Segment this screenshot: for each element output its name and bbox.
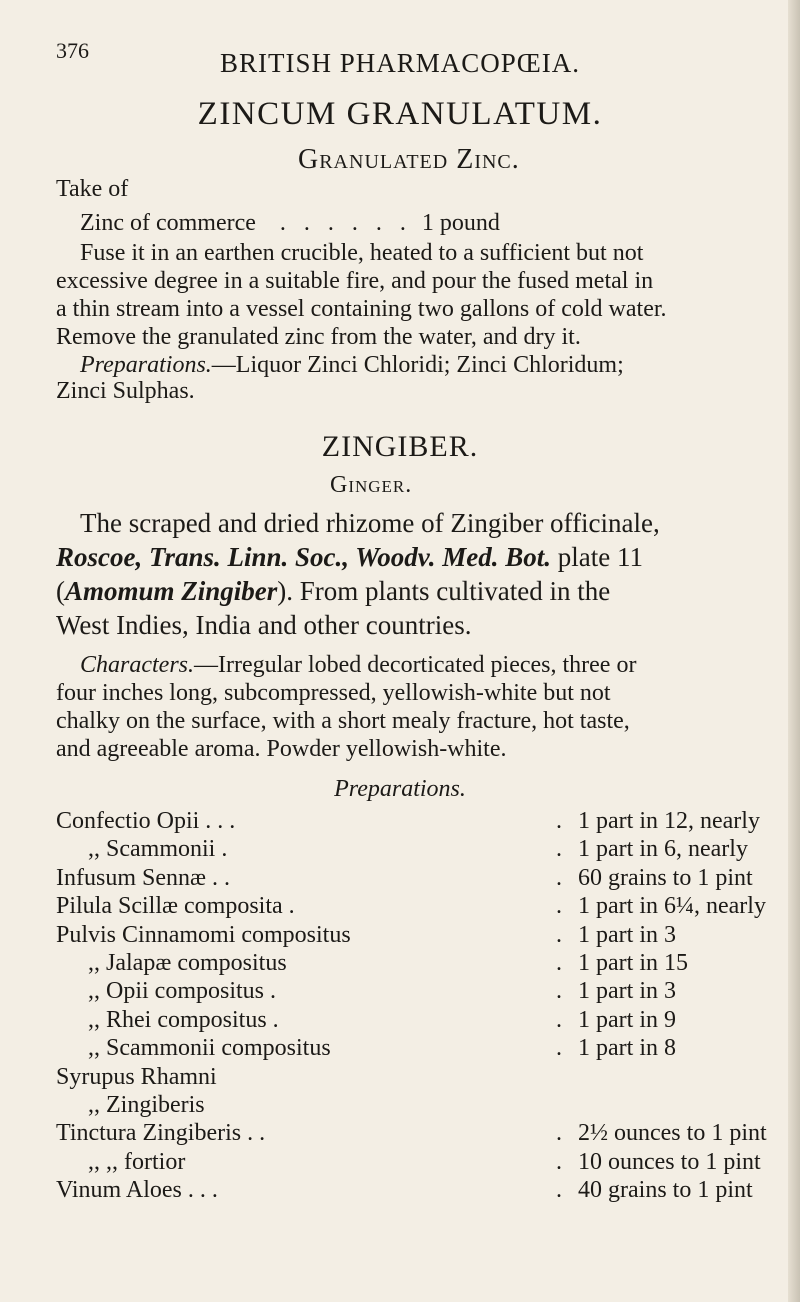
zingiber-title: ZINGIBER. (321, 430, 479, 463)
zingiber-desc-line: West Indies, India and other countries. (56, 610, 472, 640)
preparation-strength: 1 part in 6, nearly (578, 836, 748, 863)
leader-dot: . (556, 1006, 562, 1033)
preparation-strength: 2½ ounces to 1 pint (578, 1120, 767, 1147)
zincum-method-line: a thin stream into a vessel containing two gallons of cold water. (56, 296, 667, 322)
leader-dot: . (556, 864, 562, 891)
zincum-preparations-cont: Zinci Sulphas. (56, 378, 195, 404)
zincum-method-line: Fuse it in an earthen crucible, heated to a sufficient but not (80, 240, 644, 266)
preparation-name: Pilula Scillæ composita . (56, 893, 295, 920)
preparation-strength: 10 ounces to 1 pint (578, 1148, 761, 1175)
zinc-ingredient (80, 210, 500, 237)
preparation-name: Infusum Sennæ . . (56, 864, 230, 891)
preparation-name: ,, ,, fortior (88, 1148, 186, 1175)
leader-dot: . (556, 921, 562, 948)
leader-dot: . (556, 1148, 562, 1175)
preparation-name: ,, Jalapæ compositus (88, 950, 287, 976)
running-head: BRITISH PHARMACOPŒIA. (219, 48, 581, 78)
preparation-name: ,, Opii compositus . (88, 978, 277, 1005)
page-edge-shadow (788, 0, 800, 1302)
characters-line: and agreeable aroma. Powder yellowish-white. (56, 736, 507, 762)
leader-dot: . (556, 1035, 562, 1062)
preparation-strength: 1 part in 6¼, nearly (578, 893, 766, 920)
preparation-name: Tinctura Zingiberis . . (56, 1120, 266, 1147)
preparation-name: Pulvis Cinnamomi compositus (56, 921, 351, 948)
preparation-strength: 1 part in 3 (578, 921, 676, 948)
authority-citation: Roscoe, Trans. Linn. Soc., Woodv. Med. Bot. (56, 542, 552, 572)
zincum-title: ZINCUM GRANULATUM. (197, 96, 603, 132)
leader-dot: . (556, 950, 562, 976)
zingiber-desc-line: The scraped and dried rhizome of Zingiber officinale, (80, 508, 660, 538)
preparations-label: Preparations. (80, 352, 212, 378)
take-of-label: Take of (56, 176, 129, 202)
preparations-text: —Liquor Zinci Chloridi; Zinci Chloridum; (211, 352, 624, 378)
characters-label: Characters. (80, 652, 194, 678)
zingiber-desc-line: (Amomum Zingiber). From plants cultivated in the (56, 576, 611, 606)
preparation-strength: 40 grains to 1 pint (578, 1177, 753, 1204)
preparation-strength: 1 part in 9 (578, 1006, 676, 1033)
leader-dot: . (556, 978, 562, 1005)
preparation-strength: 60 grains to 1 pint (578, 864, 753, 891)
ingredient-leader: . . . . . . (279, 210, 412, 236)
preparation-strength: 1 part in 8 (578, 1035, 676, 1062)
leader-dot: . (556, 893, 562, 920)
preparation-strength: 1 part in 12, nearly (578, 808, 760, 834)
preparation-strength: 1 part in 3 (578, 978, 676, 1005)
preparation-name: Syrupus Rhamni (56, 1063, 217, 1090)
ingredient-amount: 1 pound (421, 210, 500, 236)
characters-line: Characters.—Irregular lobed decorticated pieces, three or (80, 652, 637, 678)
zincum-subtitle: Granulated Zinc. (298, 144, 520, 175)
leader-dot: . (556, 836, 562, 863)
characters-line: chalky on the surface, with a short mealy fracture, hot taste, (56, 708, 630, 734)
zincum-preparations (80, 352, 624, 379)
leader-dot: . (556, 1120, 562, 1147)
preparation-name: ,, Rhei compositus . (88, 1006, 279, 1033)
leader-dot: . (556, 808, 562, 834)
zincum-method-line: excessive degree in a suitable fire, and pour the fused metal in (56, 268, 654, 294)
ingredient-name: Zinc of commerce (80, 210, 256, 236)
leader-dot: . (556, 1177, 562, 1204)
preparation-name: ,, Scammonii compositus (88, 1035, 331, 1062)
page-number: 376 (56, 38, 89, 63)
preparations-heading: Preparations. (334, 776, 466, 802)
zingiber-desc-line: Roscoe, Trans. Linn. Soc., Woodv. Med. Bot. plate 11 (56, 542, 643, 572)
preparation-name: Confectio Opii . . . (56, 808, 236, 834)
preparation-strength: 1 part in 15 (578, 950, 688, 976)
synonym: Amomum Zingiber (65, 576, 278, 606)
preparation-name: ,, Zingiberis (88, 1092, 205, 1118)
zincum-method-line: Remove the granulated zinc from the water, and dry it. (56, 324, 581, 350)
preparation-name: Vinum Aloes . . . (56, 1177, 218, 1204)
preparation-name: ,, Scammonii . (88, 836, 228, 863)
zingiber-subtitle: Ginger. (330, 472, 413, 498)
characters-line: four inches long, subcompressed, yellowish-white but not (56, 680, 611, 706)
